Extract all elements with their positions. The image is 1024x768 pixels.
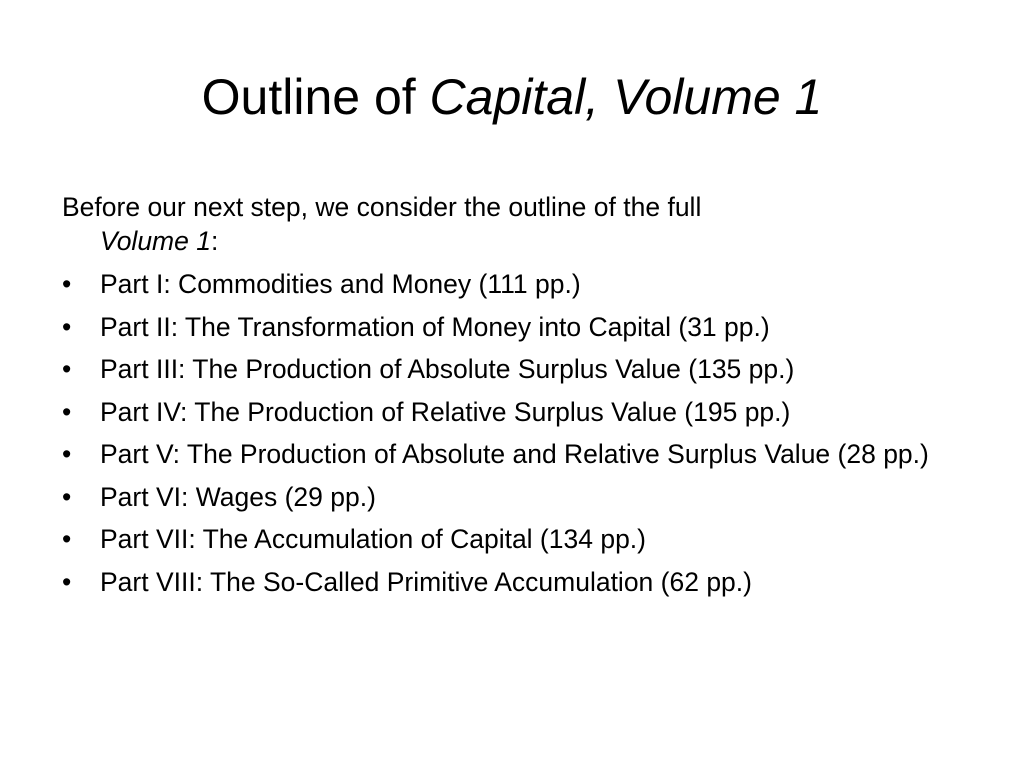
intro-paragraph [62,190,962,258]
list-item-text: Part I: Commodities and Money (111 pp.) [100,269,581,299]
intro-text: Before our next step, we consider the outline of the full [62,192,702,222]
intro-suffix: : [210,226,219,256]
intro-italic: Volume 1 [100,226,211,256]
list-item-text: Part VI: Wages (29 pp.) [100,481,376,512]
list-item [62,522,962,556]
bullet-icon: • [62,396,72,427]
list-item-text: Part III: The Production of Absolute Surplus Value (135 pp.) [100,354,795,384]
list-item-text: Part VII: The Accumulation of Capital (134 pp.) [100,524,646,554]
bullet-icon: • [62,524,72,554]
bullet-icon: • [62,311,72,342]
bullet-icon: • [62,566,72,597]
title-plain: Outline of [201,69,430,125]
list-item [62,565,962,599]
list-item-text: Part II: The Transformation of Money into Capital (31 pp.) [100,311,770,342]
list-item [62,395,962,429]
title-italic: Capital, Volume 1 [429,69,823,125]
slide-title [0,62,1024,132]
list-item [62,310,962,344]
parts-list [62,267,962,599]
list-item [62,480,962,514]
slide-body [62,190,962,607]
bullet-icon: • [62,439,72,469]
list-item-text: Part IV: The Production of Relative Surplus Value (195 pp.) [100,396,791,427]
list-item [62,267,962,301]
list-item-text: Part VIII: The So-Called Primitive Accumulation (62 pp.) [100,566,752,597]
bullet-icon: • [62,354,72,384]
list-item [62,352,962,386]
list-item-text: Part V: The Production of Absolute and Relative Surplus Value (28 pp.) [100,439,929,469]
list-item [62,437,962,471]
bullet-icon: • [62,269,72,299]
bullet-icon: • [62,481,72,512]
